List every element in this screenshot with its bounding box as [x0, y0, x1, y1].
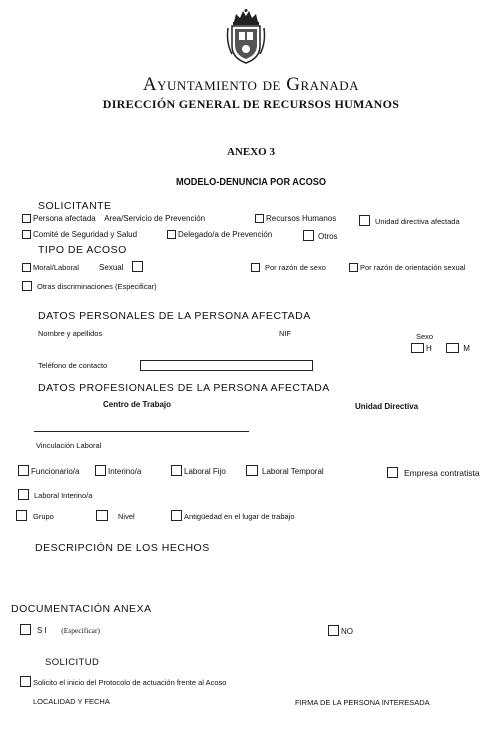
funcionario-label: Funcionario/a	[31, 467, 80, 476]
antiguedad-label: Antigüedad en el lugar de trabajo	[184, 512, 295, 521]
interino-checkbox[interactable]	[95, 465, 106, 476]
nombre-label: Nombre y apellidos	[38, 329, 103, 338]
sexo-m-label: M	[463, 344, 470, 353]
otros-checkbox[interactable]	[303, 230, 314, 241]
sexo-label: Sexo	[416, 332, 434, 341]
razon-orientacion-label: Por razón de orientación sexual	[360, 263, 466, 272]
centro-trabajo-label: Centro de Trabajo	[103, 400, 172, 409]
telefono-input[interactable]	[140, 360, 313, 371]
unidad-directiva-field-label: Unidad Directiva	[355, 402, 419, 411]
laboral-interino-label: Laboral Interino/a	[34, 491, 93, 500]
sexo-h-label: H	[426, 344, 432, 353]
nivel-label: Nivel	[118, 512, 135, 521]
recursos-humanos-checkbox[interactable]	[255, 214, 264, 223]
comite-seguridad-checkbox[interactable]	[22, 230, 31, 239]
grupo-checkbox[interactable]	[16, 510, 27, 521]
solicitante-heading: SOLICITANTE	[38, 200, 112, 212]
tipo-acoso-heading: TIPO DE ACOSO	[38, 244, 127, 256]
localidad-fecha-label: LOCALIDAD Y FECHA	[33, 697, 110, 706]
unidad-directiva-checkbox[interactable]	[359, 215, 370, 226]
moral-laboral-label: Moral/Laboral	[33, 263, 79, 272]
otras-discriminaciones-label: Otras discriminaciones (Especificar)	[37, 282, 157, 291]
documentacion-no-label: NO	[341, 627, 353, 636]
documentacion-si-label: S I	[37, 626, 47, 635]
solicito-inicio-checkbox[interactable]	[20, 676, 31, 687]
documentacion-heading: DOCUMENTACIÓN ANEXA	[11, 603, 152, 615]
sexo-h-checkbox[interactable]	[411, 343, 424, 353]
nivel-checkbox[interactable]	[96, 510, 108, 521]
razon-sexo-label: Por razón de sexo	[265, 263, 326, 272]
department-title: DIRECCIÓN GENERAL DE RECURSOS HUMANOS	[102, 97, 400, 111]
comite-seguridad-label: Comité de Seguridad y Salud	[33, 230, 138, 239]
grupo-label: Grupo	[33, 512, 54, 521]
laboral-temporal-label: Laboral Temporal	[262, 467, 324, 476]
empresa-contratista-label: Empresa contratista	[404, 468, 480, 478]
solicito-inicio-label: Solicito el inicio del Protocolo de actuación frente al Acoso	[33, 678, 227, 687]
sexual-checkbox[interactable]	[132, 261, 143, 272]
antiguedad-checkbox[interactable]	[171, 510, 182, 521]
org-title: Ayuntamiento de Granada	[142, 74, 360, 95]
solicitud-heading: SOLICITUD	[45, 657, 100, 668]
documentacion-si-checkbox[interactable]	[20, 624, 31, 635]
persona-afectada-checkbox[interactable]	[22, 214, 31, 223]
delegado-prevencion-label: Delegado/a de Prevención	[178, 230, 273, 239]
laboral-fijo-label: Laboral Fijo	[184, 467, 226, 476]
sexual-label: Sexual	[99, 263, 124, 272]
razon-orientacion-checkbox[interactable]	[349, 263, 358, 272]
laboral-temporal-checkbox[interactable]	[246, 465, 258, 476]
coat-of-arms-emblem	[224, 8, 268, 66]
area-prevencion-label: Area/Servicio de Prevención	[104, 214, 206, 223]
form-title: MODELO-DENUNCIA POR ACOSO	[175, 177, 327, 188]
documentacion-especificar-label: (Especificar)	[61, 626, 100, 635]
laboral-fijo-checkbox[interactable]	[171, 465, 182, 476]
firma-label: FIRMA DE LA PERSONA INTERESADA	[295, 698, 430, 707]
delegado-prevencion-checkbox[interactable]	[167, 230, 176, 239]
sexo-m-checkbox[interactable]	[446, 343, 459, 353]
datos-profesionales-heading: DATOS PROFESIONALES DE LA PERSONA AFECTADA	[38, 382, 330, 394]
telefono-label: Teléfono de contacto	[38, 361, 108, 370]
annex-label: ANEXO 3	[227, 146, 275, 158]
centro-trabajo-line[interactable]	[34, 431, 249, 432]
interino-label: Interino/a	[108, 467, 142, 476]
unidad-directiva-afectada-label: Unidad directiva afectada	[375, 217, 460, 226]
moral-laboral-checkbox[interactable]	[22, 263, 31, 272]
datos-personales-heading: DATOS PERSONALES DE LA PERSONA AFECTADA	[38, 310, 311, 322]
otras-discriminaciones-checkbox[interactable]	[22, 281, 32, 291]
nif-label: NIF	[279, 329, 292, 338]
razon-sexo-checkbox[interactable]	[251, 263, 260, 272]
empresa-contratista-checkbox[interactable]	[387, 467, 398, 478]
vinculacion-label: Vinculación Laboral	[36, 441, 102, 450]
documentacion-no-checkbox[interactable]	[328, 625, 339, 636]
recursos-humanos-label: Recursos Humanos	[266, 214, 337, 223]
laboral-interino-checkbox[interactable]	[18, 489, 29, 500]
otros-label: Otros	[318, 232, 338, 241]
persona-afectada-label: Persona afectada	[33, 214, 96, 223]
funcionario-checkbox[interactable]	[18, 465, 29, 476]
hechos-heading: DESCRIPCIÓN DE LOS HECHOS	[35, 542, 210, 554]
